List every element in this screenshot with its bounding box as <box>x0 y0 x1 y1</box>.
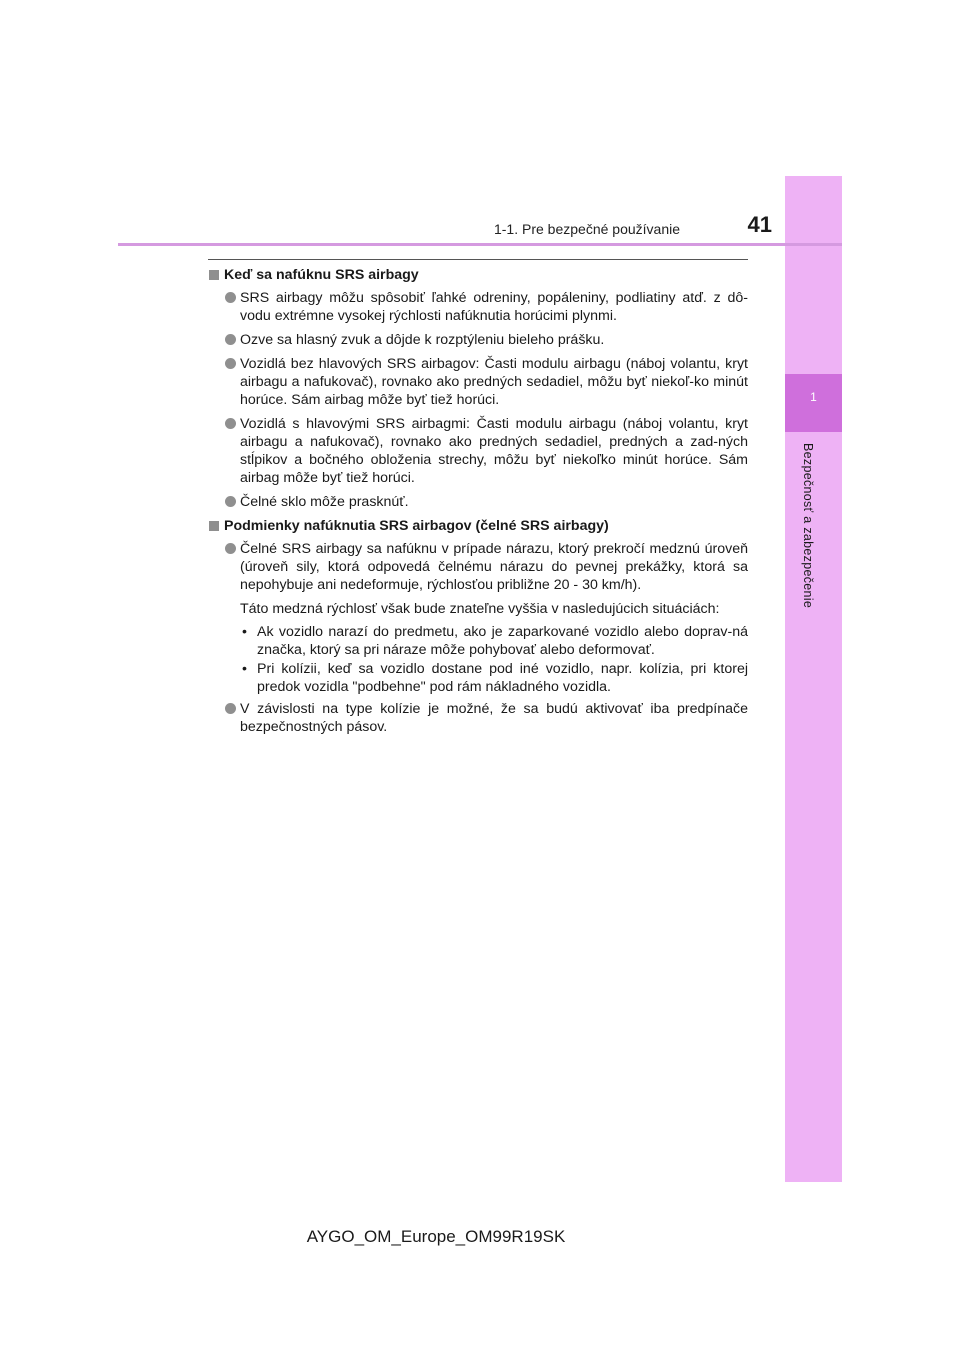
list-item <box>224 331 748 349</box>
sub-list-item <box>240 660 748 696</box>
list-item <box>224 415 748 487</box>
list-item-text: Čelné sklo môže prasknúť. <box>240 494 409 510</box>
list-item <box>224 700 748 736</box>
list-item <box>224 493 748 511</box>
section-airbag-deploy <box>208 266 748 511</box>
square-marker-icon <box>209 270 219 280</box>
page-content <box>208 266 748 742</box>
section-deploy-conditions <box>208 517 748 736</box>
sub-list-item-text: Ak vozidlo narazí do predmetu, ako je zaparkované vozidlo alebo doprav-ná značka, ktorý sa pri náraze môže pohybovať alebo deformovať. <box>257 624 748 658</box>
list-item-text: Vozidlá s hlavovými SRS airbagmi: Časti modulu airbagu (náboj volantu, kryt airbagu a nafukovač), rovnako ako predných sedadiel, predných a zad-ných stĺpikov a bočného obloženia strechy, môžu byť niekoľko minút horúce. Sám airbag môže byť tiež horúci. <box>240 416 748 486</box>
content-top-rule <box>208 259 748 260</box>
bullet-dot-icon <box>225 292 236 303</box>
threshold-note: Táto medzná rýchlosť však bude znateľne vyššia v nasledujúcich situáciách: <box>240 601 720 617</box>
bullet-dot-icon <box>225 496 236 507</box>
section-heading-text: Podmienky nafúknutia SRS airbagov (čelné SRS airbagy) <box>224 518 609 534</box>
bullet-dot-icon <box>225 543 236 554</box>
small-bullet-icon: • <box>242 661 247 677</box>
small-bullet-icon: • <box>242 624 247 640</box>
sub-list-item-text: Pri kolízii, keď sa vozidlo dostane pod iné vozidlo, napr. kolízia, pri ktorej predok vozidla "podbehne" pod rám nákladného vozidla. <box>257 661 748 695</box>
bullet-dot-icon <box>225 334 236 345</box>
list-item-text: Čelné SRS airbagy sa nafúknu v prípade nárazu, ktorý prekročí medznú úroveň (úroveň sily, ktorá odpovedá čelnému nárazu do pevnej prekážky, ktorá sa nepohybuje ani nedeformuje, rýchlosťou približne 20 - 30 km/h). <box>240 541 748 593</box>
list-item-text: SRS airbagy môžu spôsobiť ľahké odreniny, popáleniny, podliatiny atď. z dô-vodu extrémne vysokej rýchlosti nafúknutia horúcimi plynmi. <box>240 290 748 324</box>
list-item <box>224 355 748 409</box>
list-item <box>224 540 748 594</box>
section-heading-text: Keď sa nafúknu SRS airbagy <box>224 267 419 283</box>
page-number: 41 <box>747 212 772 237</box>
list-item-text: Ozve sa hlasný zvuk a dôjde k rozptýleniu bieleho prášku. <box>240 332 605 348</box>
situation-list <box>240 623 748 696</box>
header-section-title: 1-1. Pre bezpečné používanie <box>493 221 680 237</box>
section-heading <box>208 266 748 284</box>
bullet-dot-icon <box>225 418 236 429</box>
footer-document-code <box>0 1227 960 1247</box>
square-marker-icon <box>209 521 219 531</box>
chapter-side-tab[interactable] <box>785 176 842 1182</box>
chapter-title: Bezpečnosť a zabezpečenie <box>801 443 815 609</box>
list-item-text: Vozidlá bez hlavových SRS airbagov: Časti modulu airbagu (náboj volantu, kryt airbagu a nafukovač), rovnako ako predných sedadiel, môžu byť niekoľ-ko minút horúce. Sám airbag môže byť tiež horúci. <box>240 356 748 408</box>
footer-code-text: AYGO_OM_Europe_OM99R19SK <box>306 1227 566 1246</box>
list-item <box>224 289 748 325</box>
list-item-text: V závislosti na type kolízie je možné, že sa budú aktivovať iba predpínače bezpečnostných pásov. <box>240 701 748 735</box>
bullet-dot-icon <box>225 358 236 369</box>
section-heading <box>208 517 748 535</box>
chapter-number: 1 <box>810 390 817 404</box>
bullet-dot-icon <box>225 703 236 714</box>
sub-list-item <box>240 623 748 659</box>
header-rule <box>118 243 842 246</box>
